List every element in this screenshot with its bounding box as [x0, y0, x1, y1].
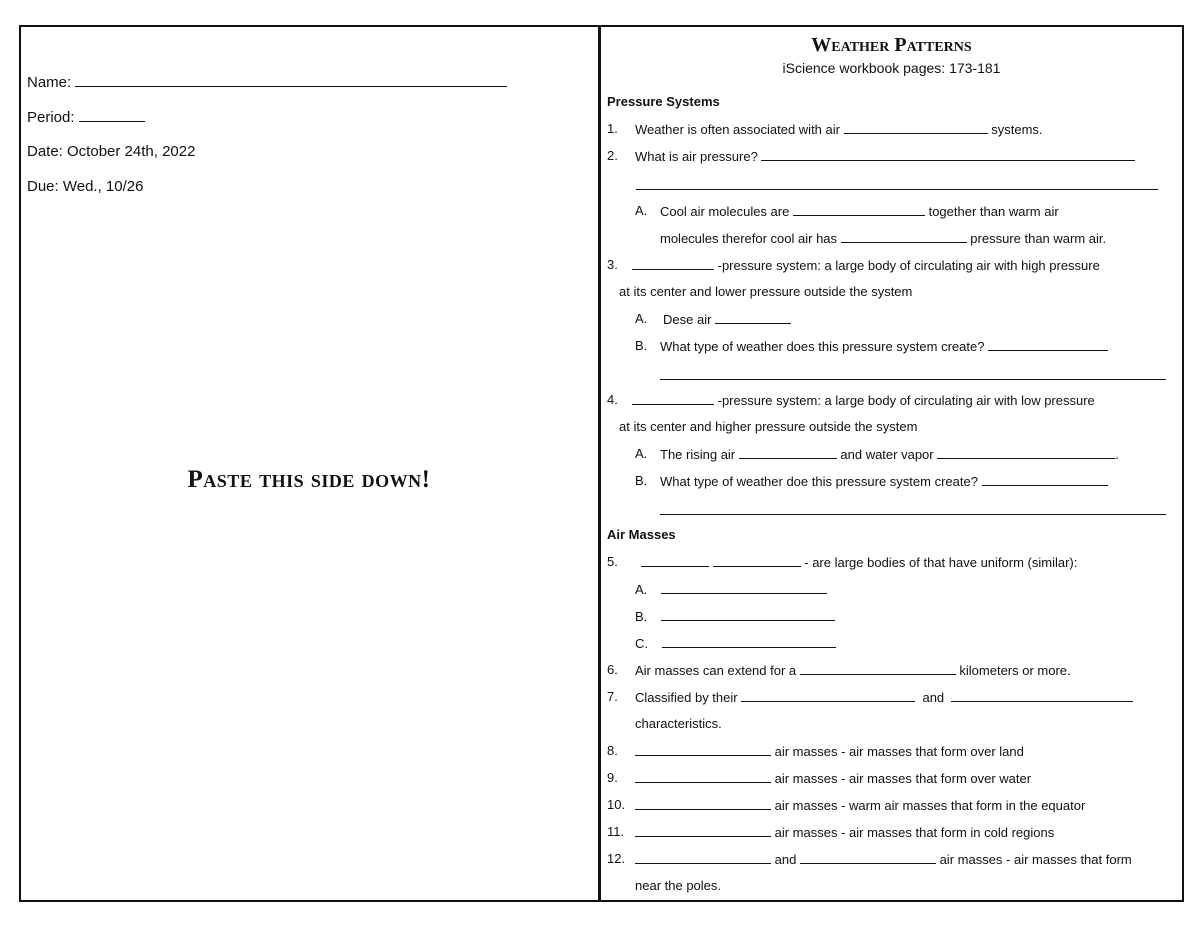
answer-blank[interactable]	[844, 121, 988, 134]
question-5b: B.	[635, 608, 835, 625]
question-9-num: 9.	[607, 770, 618, 785]
question-4-num: 4.	[607, 392, 618, 407]
answer-blank[interactable]	[635, 851, 771, 864]
answer-blank[interactable]	[800, 662, 956, 675]
answer-blank[interactable]	[741, 689, 915, 702]
question-11: air masses - air masses that form in cold regions	[635, 824, 1054, 841]
answer-blank[interactable]	[761, 148, 1135, 161]
answer-line[interactable]	[636, 189, 1158, 190]
answer-blank[interactable]	[641, 554, 709, 567]
answer-blank[interactable]	[635, 824, 771, 837]
period-blank[interactable]	[79, 107, 145, 122]
answer-blank[interactable]	[739, 446, 837, 459]
answer-blank[interactable]	[988, 338, 1108, 351]
question-6: Air masses can extend for a kilometers or more.	[635, 663, 1071, 678]
answer-blank[interactable]	[793, 203, 925, 216]
question-6-num: 6.	[607, 662, 618, 677]
answer-line[interactable]	[660, 514, 1166, 515]
answer-blank[interactable]	[951, 689, 1133, 702]
question-3a-num: A.	[635, 311, 648, 326]
question-7-num: 7.	[607, 689, 618, 704]
question-3-num: 3.	[607, 257, 618, 272]
question-12-num: 12.	[607, 851, 626, 866]
answer-blank[interactable]	[632, 257, 714, 270]
due-text: Due: Wed., 10/26	[27, 178, 144, 195]
answer-line[interactable]	[660, 379, 1166, 380]
question-12-cont: near the poles.	[635, 878, 722, 893]
section-heading-pressure: Pressure Systems	[607, 94, 720, 109]
question-2a-cont: molecules therefor cool air has pressure than warm air.	[660, 231, 1107, 246]
question-2-num: 2.	[607, 148, 618, 163]
question-2a: Cool air molecules are together than warm air	[660, 204, 1059, 219]
answer-blank[interactable]	[661, 608, 835, 621]
question-10: air masses - warm air masses that form in the equator	[635, 797, 1085, 814]
answer-blank[interactable]	[632, 392, 714, 405]
period-label: Period:	[27, 109, 75, 126]
answer-blank[interactable]	[635, 770, 771, 783]
answer-blank[interactable]	[713, 554, 801, 567]
question-5: - are large bodies of that have uniform (similar):	[641, 554, 1077, 571]
question-4a-num: A.	[635, 446, 648, 461]
question-4: -pressure system: a large body of circulating air with low pressure	[632, 392, 1095, 409]
paste-note: Paste this side down!	[187, 466, 431, 493]
answer-blank[interactable]	[715, 311, 791, 324]
question-3b-num: B.	[635, 338, 648, 353]
section-heading-air-masses: Air Masses	[607, 527, 676, 542]
answer-blank[interactable]	[635, 797, 771, 810]
date-text: Date: October 24th, 2022	[27, 143, 196, 160]
answer-blank[interactable]	[982, 473, 1108, 486]
question-2a-num: A.	[635, 203, 648, 218]
question-8: air masses - air masses that form over land	[635, 743, 1024, 760]
page-title: Weather Patterns	[811, 34, 972, 56]
name-blank[interactable]	[75, 72, 507, 87]
question-3b: What type of weather does this pressure system create?	[660, 338, 1108, 355]
question-1: Weather is often associated with air systems.	[635, 122, 1043, 137]
right-panel	[601, 27, 1182, 900]
question-3a: Dese air	[663, 311, 791, 328]
question-4b-num: B.	[635, 473, 648, 488]
left-panel	[21, 27, 597, 900]
question-4a: The rising air and water vapor .	[660, 447, 1119, 462]
answer-blank[interactable]	[841, 230, 967, 243]
question-10-num: 10.	[607, 797, 626, 812]
question-5a: A.	[635, 581, 827, 598]
question-8-num: 8.	[607, 743, 618, 758]
question-5c: C.	[635, 635, 836, 652]
answer-blank[interactable]	[661, 581, 827, 594]
question-3-cont: at its center and lower pressure outside the system	[619, 284, 913, 299]
answer-blank[interactable]	[662, 635, 836, 648]
question-12: and air masses - air masses that form	[635, 851, 1132, 868]
answer-blank[interactable]	[937, 446, 1115, 459]
question-7: Classified by their and	[635, 689, 1133, 706]
question-9: air masses - air masses that form over water	[635, 770, 1031, 787]
answer-blank[interactable]	[800, 851, 936, 864]
question-1-num: 1.	[607, 121, 618, 136]
name-label: Name:	[27, 74, 72, 91]
period-field	[27, 107, 145, 126]
question-4-cont: at its center and higher pressure outside the system	[619, 419, 918, 434]
question-7-cont: characteristics.	[635, 716, 722, 731]
page-subtitle: iScience workbook pages: 173-181	[782, 60, 1001, 76]
question-5-num: 5.	[607, 554, 618, 569]
question-11-num: 11.	[607, 824, 625, 839]
question-4b: What type of weather doe this pressure system create?	[660, 473, 1108, 490]
answer-blank[interactable]	[635, 743, 771, 756]
question-2: What is air pressure?	[635, 148, 1135, 165]
name-field	[27, 72, 507, 91]
question-3: -pressure system: a large body of circulating air with high pressure	[632, 257, 1100, 274]
